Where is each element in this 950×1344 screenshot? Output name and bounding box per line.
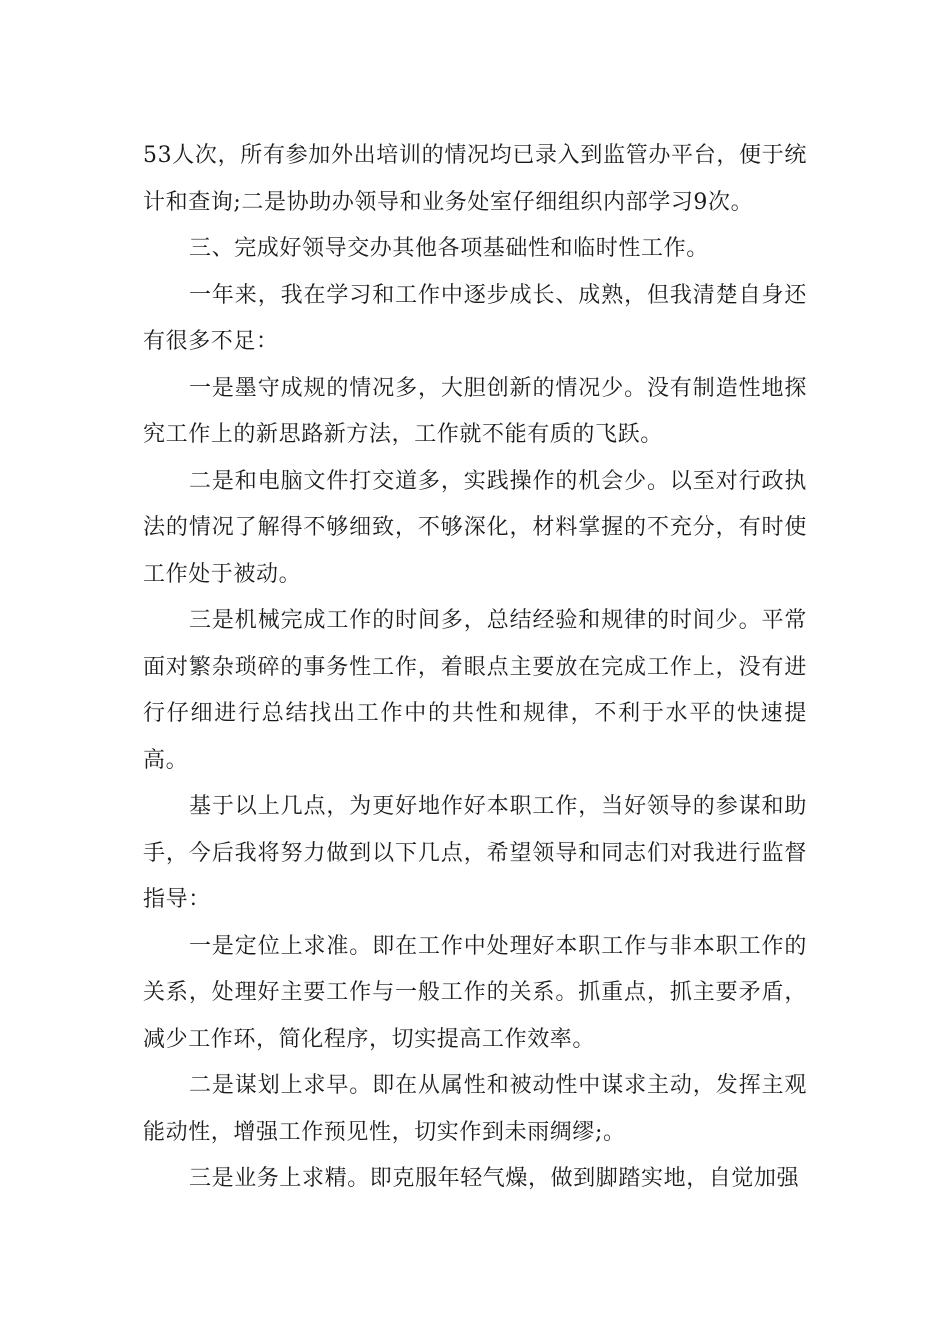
paragraph: 三是业务上求精。即克服年轻气燥，做到脚踏实地，自觉加强 (189, 1166, 800, 1191)
paragraph: 三是机械完成工作的时间多，总结经验和规律的时间少。平常面对繁杂琐碎的事务性工作，着眼点主要放在完成工作上，没有进行仔细进行总结找出工作中的共性和规律，不利于水平的快速提高。 (143, 608, 807, 773)
paragraph: 一是墨守成规的情况多，大胆创新的情况少。没有制造性地探究工作上的新思路新方法，工作就不能有质的飞跃。 (143, 375, 807, 447)
paragraph: 一年来，我在学习和工作中逐步成长、成熟，但我清楚自身还有很多不足： (143, 282, 807, 354)
paragraph: 二是谋划上求早。即在从属性和被动性中谋求主动，发挥主观能动性，增强工作预见性，切实作到未雨绸缪;。 (143, 1073, 807, 1145)
paragraph: 53人次，所有参加外出培训的情况均已录入到监管办平台，便于统计和查询;二是协助办领导和业务处室仔细组织内部学习9次。 (143, 143, 807, 215)
paragraph: 一是定位上求准。即在工作中处理好本职工作与非本职工作的关系，处理好主要工作与一般工作的关系。抓重点，抓主要矛盾，减少工作环，简化程序，切实提高工作效率。 (143, 933, 807, 1052)
section-heading: 三、完成好领导交办其他各项基础性和临时性工作。 (189, 236, 709, 261)
document-body (143, 133, 807, 1203)
paragraph: 二是和电脑文件打交道多，实践操作的机会少。以至对行政执法的情况了解得不够细致，不够深化，材料掌握的不充分，有时使工作处于被动。 (143, 468, 807, 587)
paragraph: 基于以上几点，为更好地作好本职工作，当好领导的参谋和助手，今后我将努力做到以下几点，希望领导和同志们对我进行监督指导： (143, 794, 807, 912)
